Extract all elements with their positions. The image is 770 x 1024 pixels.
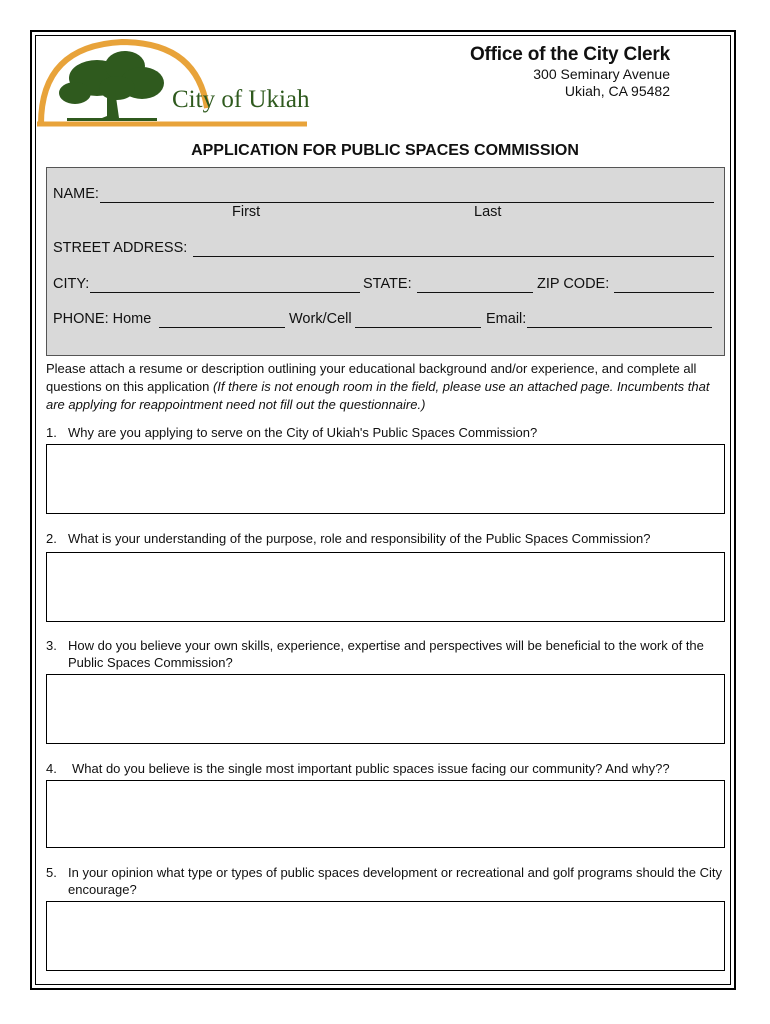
office-title: Office of the City Clerk	[469, 44, 670, 65]
question-2	[46, 530, 730, 547]
question-number: 3.	[46, 638, 57, 653]
first-name-caption: First	[232, 204, 261, 220]
question-5	[46, 864, 730, 898]
answer-box-1[interactable]	[46, 444, 725, 514]
question-number: 5.	[46, 865, 57, 880]
work-cell-label: Work/Cell	[289, 311, 352, 327]
state-field[interactable]	[417, 292, 533, 293]
question-number: 4.	[46, 761, 57, 776]
city-logo	[37, 38, 312, 128]
name-field[interactable]	[100, 202, 714, 203]
work-cell-field[interactable]	[355, 327, 481, 328]
question-text: What is your understanding of the purpose, role and responsibility of the Public Spaces Commission?	[68, 531, 651, 546]
question-text: What do you believe is the single most important public spaces issue facing our community? And why??	[72, 761, 670, 776]
last-name-caption: Last	[474, 204, 502, 220]
phone-home-field[interactable]	[159, 327, 285, 328]
question-text: Why are you applying to serve on the City of Ukiah's Public Spaces Commission?	[68, 425, 538, 440]
zip-code-label: ZIP CODE:	[537, 276, 610, 292]
state-label: STATE:	[363, 276, 412, 292]
question-4	[46, 760, 730, 777]
question-text: How do you believe your own skills, experience, expertise and perspectives will be beneficial to the work of the Public Spaces Commission?	[68, 638, 704, 670]
email-label: Email:	[486, 311, 527, 327]
office-header	[470, 44, 670, 100]
city-field[interactable]	[90, 292, 360, 293]
address-line-2: Ukiah, CA 95482	[564, 83, 670, 99]
instructions-note: (If there is not enough room in the field, please use an attached page. Incumbents that are applying for reappointment need not fill out the questionnaire.)	[46, 379, 710, 412]
answer-box-4[interactable]	[46, 780, 725, 848]
instructions-paragraph	[46, 360, 730, 414]
phone-home-label: PHONE: Home	[53, 311, 152, 327]
answer-box-5[interactable]	[46, 901, 725, 971]
question-text: In your opinion what type or types of public spaces development or recreational and golf programs should the City encourage?	[68, 865, 722, 897]
question-number: 1.	[46, 425, 57, 440]
question-number: 2.	[46, 531, 57, 546]
email-field[interactable]	[527, 327, 712, 328]
street-address-field[interactable]	[193, 256, 714, 257]
logo-text: City of Ukiah	[172, 86, 310, 113]
address-line-1: 300 Seminary Avenue	[533, 66, 670, 82]
name-label: NAME:	[53, 186, 99, 202]
form-title: APPLICATION FOR PUBLIC SPACES COMMISSION	[191, 142, 579, 159]
street-address-label: STREET ADDRESS:	[53, 240, 188, 256]
answer-box-2[interactable]	[46, 552, 725, 622]
question-3	[46, 637, 730, 671]
instructions-text: Please attach a resume or description outlining your educational background and/or experience, and complete all questions on this application	[46, 361, 697, 394]
city-label: CITY:	[53, 276, 90, 292]
zip-code-field[interactable]	[614, 292, 714, 293]
answer-box-3[interactable]	[46, 674, 725, 744]
question-1	[46, 424, 730, 441]
